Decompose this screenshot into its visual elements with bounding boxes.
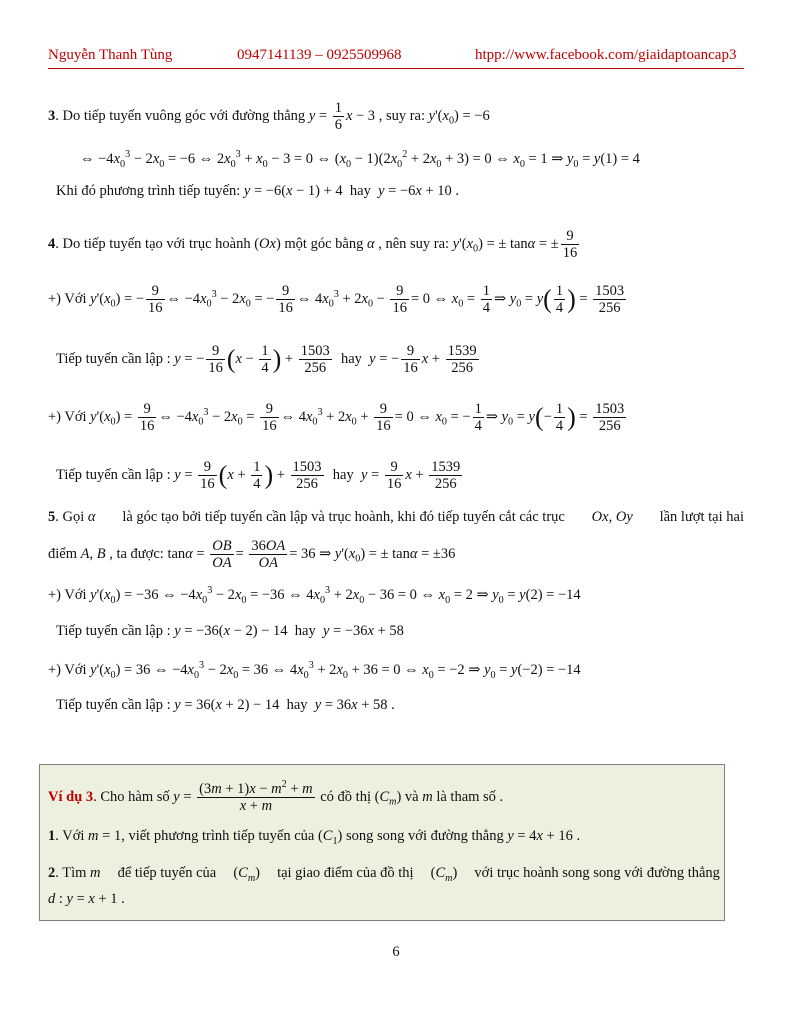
- example-question-1: 1. Với m = 1, viết phương trình tiếp tuyến của $(C_1)$ song song với đường thẳng y = 4x + 16 .: [48, 828, 581, 847]
- sec3-number: 3: [48, 107, 56, 124]
- sec4-line1: 4. Do tiếp tuyến tạo với trục hoành (Ox) một góc bằng α , nên suy ra: $y'(x_0)$ = ± tanα = ± $\frac{9}{16}$: [48, 228, 578, 261]
- header-author: Nguyễn Thanh Tùng: [48, 47, 173, 63]
- page-number: 6: [392, 944, 400, 960]
- header-url[interactable]: htpp://www.facebook.com/giaidaptoancap3: [475, 47, 737, 63]
- sec3-line3: Khi đó phương trình tiếp tuyến: y = −6(x − 1) + 4 hay y = −6x + 10 .: [56, 183, 460, 199]
- sec3-line2: ⇔ $-4x_0^3 - 2x_0 = -6$ ⇔ $2x_0^3 + x_0 - 3 = 0$ ⇔ $(x_0 - 1)(2x_0^2 + 2x_0 + 3) = 0$ ⇔ $x_0 = 1$ ⇒ $y_0 = y(1) = 4$: [80, 149, 640, 170]
- sec5-tangent2: Tiếp tuyến cần lập : y = 36(x + 2) − 14 hay y = 36x + 58 .: [56, 697, 395, 713]
- sec5-line1: 5. Gọi α là góc tạo bởi tiếp tuyến cần lập và trục hoành, khi đó tiếp tuyến cắt các trục Ox, Oy lần lượt tại hai: [48, 509, 744, 525]
- sec4-case1: +) Với $y'(x_0)$ = − $\frac{9}{16}$ ⇔ $-4x_0^3 - 2x_0$ = − $\frac{9}{16}$ ⇔ $4x_0^3 + 2x_0$ − $\frac{9}{16}$ = 0 ⇔ $x_0$ = $\frac{1}{4}$ ⇒ $y_0 = y$( $\frac{1}{4}$ ) = $\frac{1503}{256}$: [48, 283, 625, 316]
- sec4-case2: +) Với $y'(x_0)$ = $\frac{9}{16}$ ⇔ $-4x_0^3 - 2x_0$ = $\frac{9}{16}$ ⇔ $4x_0^3 + 2x_0$ + $\frac{9}{16}$ = 0 ⇔ $x_0$ = − $\frac{1}{4}$ ⇒ $y_0 = y(-$ $\frac{1}{4}$ ) = $\frac{1503}{256}$: [48, 401, 625, 434]
- sec5-tangent1: Tiếp tuyến cần lập : y = −36(x − 2) − 14 hay y = −36x + 58: [56, 623, 404, 639]
- sec3-line1: 3. Do tiếp tuyến vuông góc với đường thẳng y = $\frac{1}{6}$ x − 3 , suy ra: $y'(x_0) = -6$: [48, 100, 490, 133]
- example-line-d: d : y = x + 1 .: [48, 891, 125, 907]
- example-box: [39, 764, 725, 921]
- header-divider: [48, 68, 744, 69]
- sec5-case2: +) Với $y'(x_0) = 36$ ⇔ $-4x_0^3 - 2x_0 = 36$ ⇔ $4x_0^3 + 2x_0 + 36 = 0$ ⇔ $x_0 = -2$ ⇒ $y_0 = y(-2) = -14$: [48, 660, 581, 681]
- example-question-2: 2. Tìm m để tiếp tuyến của $(C_m)$ tại giao điểm của đồ thị $(C_m)$ với trục hoành song song với đường thẳng: [48, 865, 720, 884]
- example-intro: Ví dụ 3. Cho hàm số y = $\frac{(3m + 1)x - m^2 + m}{x + m}$ có đồ thị $(C_m)$ và m là tham số .: [48, 779, 504, 814]
- sec5-number: 5: [48, 509, 56, 525]
- sec4-tangent2: Tiếp tuyến cần lập : y = $\frac{9}{16}$ (x + $\frac{1}{4}$ ) + $\frac{1503}{256}$ hay y = $\frac{9}{16}$ x + $\frac{1539}{256}$: [56, 459, 461, 492]
- example-label: Ví dụ 3: [48, 788, 94, 805]
- sec4-number: 4: [48, 235, 56, 252]
- sec4-tangent1: Tiếp tuyến cần lập : y = − $\frac{9}{16}$ (x − $\frac{1}{4}$ ) + $\frac{1503}{256}$ hay y = − $\frac{9}{16}$ x + $\frac{1539}{256}$: [56, 343, 477, 376]
- sec5-case1: +) Với $y'(x_0) = -36$ ⇔ $-4x_0^3 - 2x_0 = -36$ ⇔ $4x_0^3 + 2x_0 - 36 = 0$ ⇔ $x_0 = 2$ ⇒ $y_0 = y(2) = -14$: [48, 585, 581, 606]
- header-phone: 0947141139 – 0925509968: [237, 47, 402, 63]
- sec5-line2: điểm A, B , ta được: tanα = $\frac{OB}{OA}$ = $\frac{36OA}{OA}$ = 36 ⇒ $y'(x_0)$ = ± tanα = ±36: [48, 538, 456, 571]
